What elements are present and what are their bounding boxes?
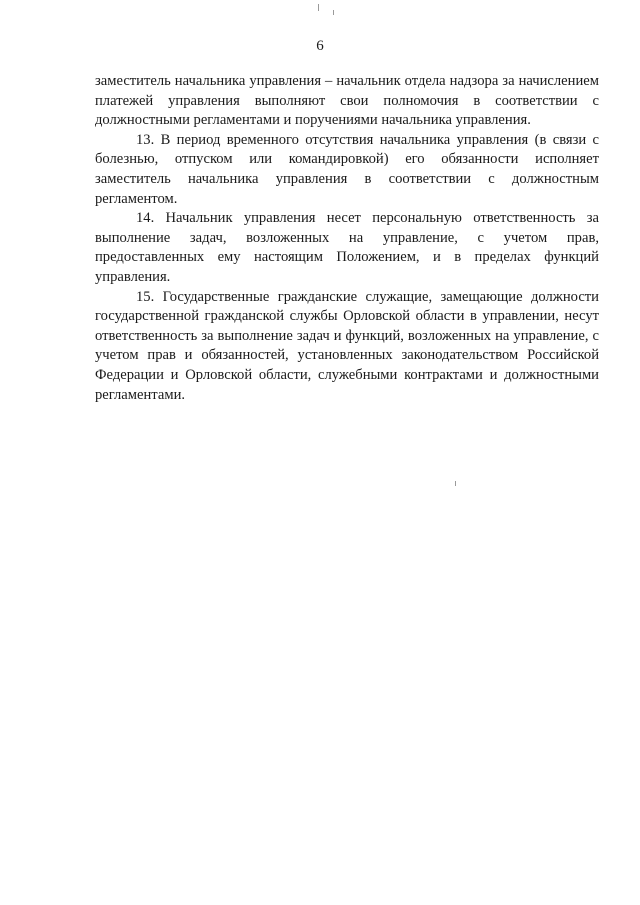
- paragraph-14: 14. Начальник управления несет персональную ответственность за выполнение задач, возложенных на управление, с учетом прав, предоставленных ему настоящим Положением, и в пределах функций управления.: [95, 210, 599, 285]
- scan-speck: [455, 481, 456, 486]
- paragraph-13: 13. В период временного отсутствия начальника управления (в связи с болезнью, отпуском или командировкой) его обязанности исполняет заместитель начальника управления в соответствии с должностным регламентом.: [95, 131, 599, 207]
- paragraph-continuation: заместитель начальника управления – начальник отдела надзора за начислением платежей управления выполняют свои полномочия в соответствии с должностными регламентами и поручениями начальника управления.: [95, 73, 599, 129]
- scan-speck: [318, 4, 319, 11]
- page-number: 6: [316, 38, 324, 54]
- scan-speck: [333, 10, 334, 15]
- paragraph-15: 15. Государственные гражданские служащие, замещающие должности государственной гражданской службы Орловской области в управлении, несут ответственность за выполнение задач и функций, возложенных на управление, с учетом прав и обязанностей, установленных законодательством Российской Федерации и Орловской области, служебными контрактами и должностными регламентами.: [95, 288, 599, 403]
- document-body: [95, 72, 599, 405]
